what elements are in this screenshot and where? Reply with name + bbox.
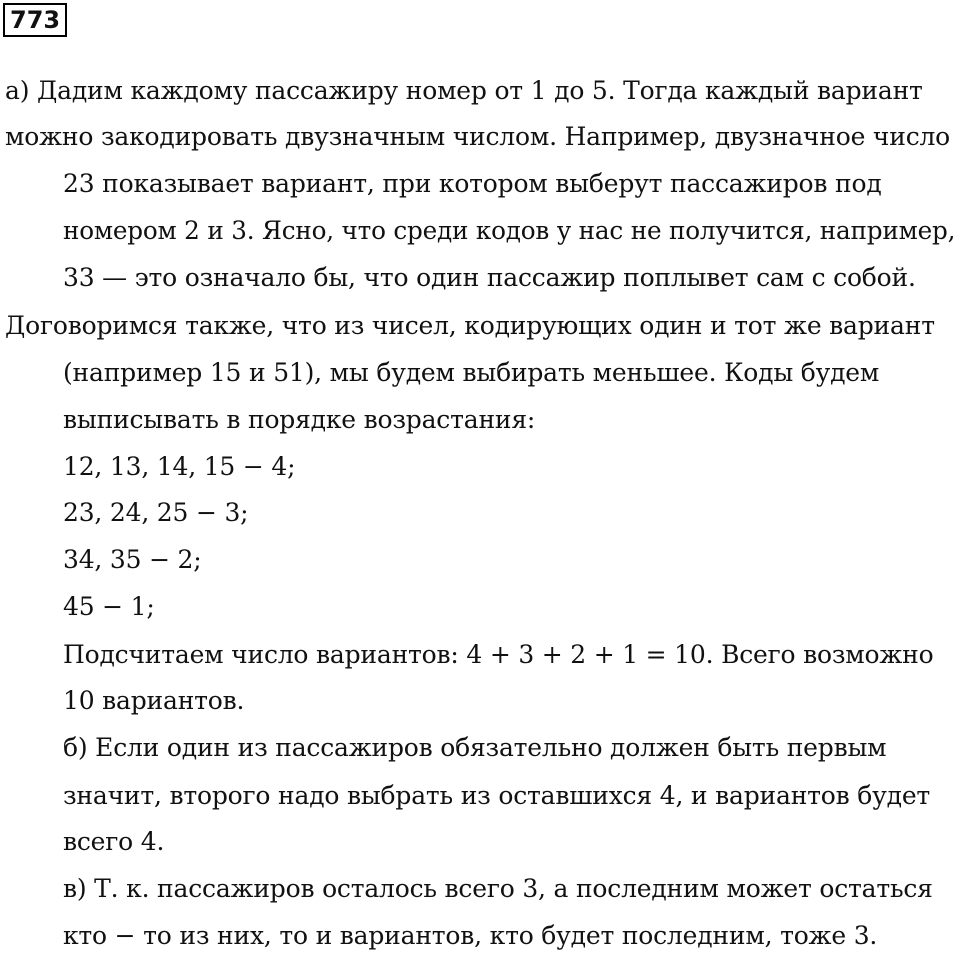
solution-line: кто − то из них, то и вариантов, кто будет последним, тоже 3. [63,921,878,950]
solution-line: 12, 13, 14, 15 − 4; [63,452,296,481]
solution-line: можно закодировать двузначным числом. Например, двузначное число [5,122,951,151]
problem-number: 773 [3,3,67,37]
solution-line: номером 2 и 3. Ясно, что среди кодов у нас не получится, например, [63,216,956,245]
solution-line: выписывать в порядке возрастания: [63,405,536,434]
solution-line: значит, второго надо выбрать из оставшихся 4, и вариантов будет [63,781,931,810]
solution-line: 10 вариантов. [63,686,245,715]
solution-line: всего 4. [63,827,165,856]
solution-line: (например 15 и 51), мы будем выбирать меньшее. Коды будем [63,358,880,387]
solution-line: в) Т. к. пассажиров осталось всего 3, а последним может остаться [63,874,933,903]
solution-line: Договоримся также, что из чисел, кодирующих один и тот же вариант [5,311,935,340]
solution-line: б) Если один из пассажиров обязательно должен быть первым [63,733,887,762]
solution-line: 23 показывает вариант, при котором выберут пассажиров под [63,169,882,198]
solution-line: 23, 24, 25 − 3; [63,498,249,527]
solution-line: 34, 35 − 2; [63,545,202,574]
solution-line: Подсчитаем число вариантов: 4 + 3 + 2 + 1 = 10. Всего возможно [63,640,934,669]
solution-line: 33 — это означало бы, что один пассажир поплывет сам с собой. [63,263,916,292]
solution-line: 45 − 1; [63,592,155,621]
solution-line: а) Дадим каждому пассажиру номер от 1 до 5. Тогда каждый вариант [5,76,923,105]
